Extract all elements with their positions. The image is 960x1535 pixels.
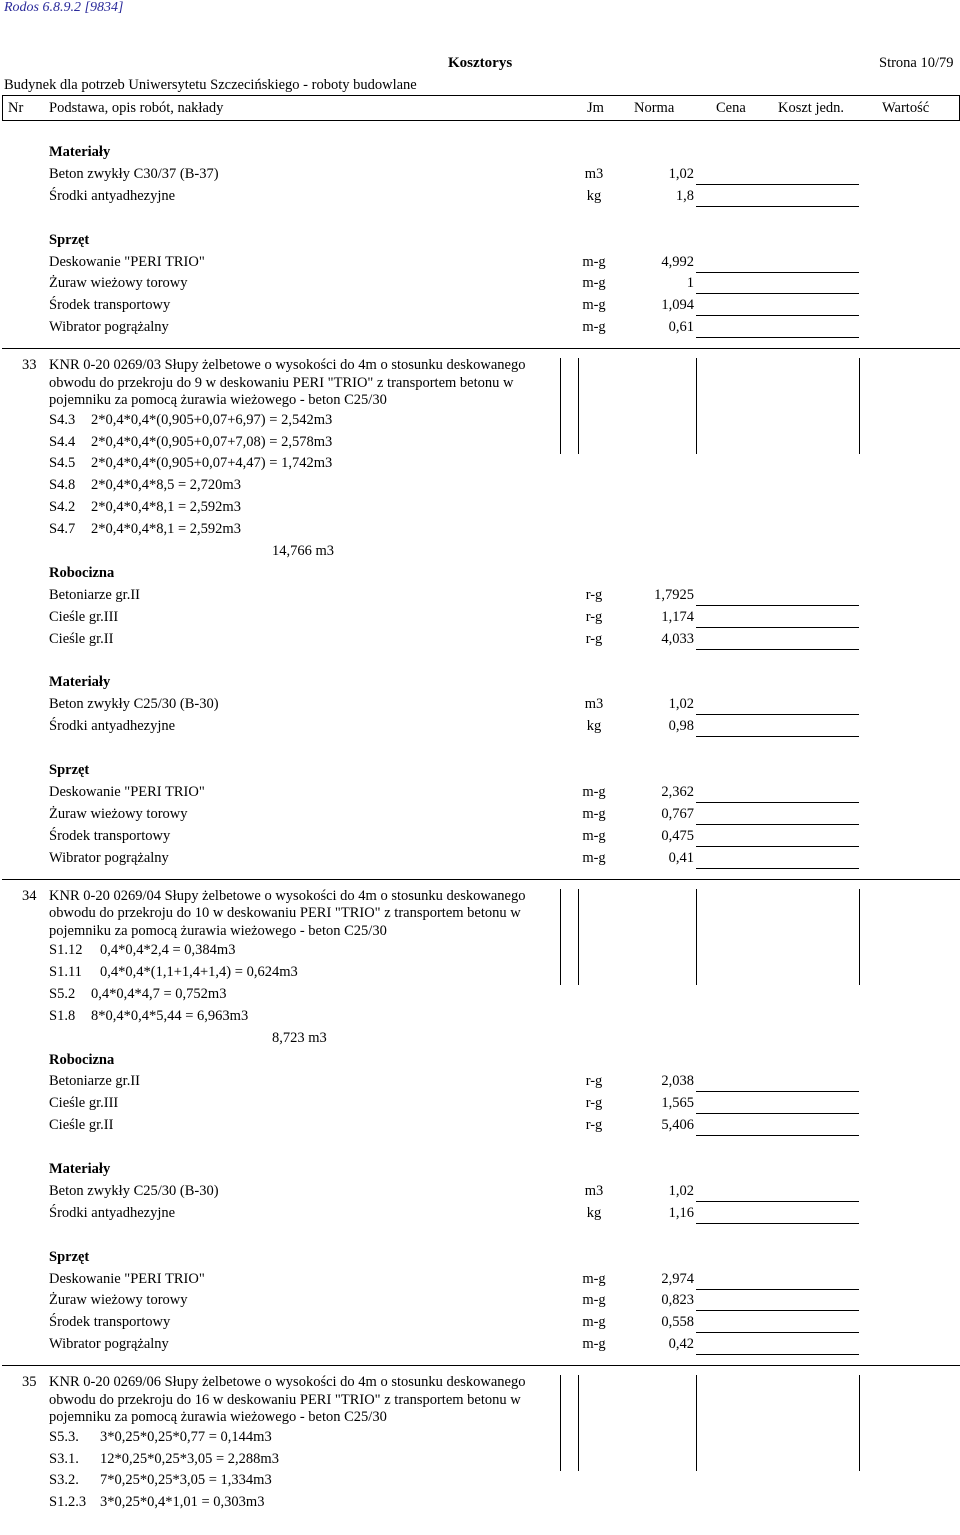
column-header-unit: Jm — [587, 100, 604, 116]
cell-border — [696, 358, 697, 454]
resource-norm: 5,406 — [661, 1117, 694, 1134]
resource-name: Środek transportowy — [49, 827, 171, 844]
position-number: 35 — [22, 1374, 37, 1391]
resource-name: Deskowanie "PERI TRIO" — [49, 253, 205, 270]
cell-underline — [696, 605, 859, 606]
header-left-border — [2, 95, 3, 121]
resource-unit: m-g — [582, 319, 606, 336]
resource-name: Betoniarze gr.II — [49, 1073, 140, 1090]
page-number: Strona 10/79 — [879, 55, 954, 71]
calculation-formula: 7*0,25*0,25*3,05 = 1,334m3 — [100, 1472, 272, 1489]
resource-norm: 1,02 — [668, 696, 694, 713]
resource-name: Beton zwykły C30/37 (B-37) — [49, 165, 219, 182]
resource-unit: m-g — [582, 1314, 606, 1331]
resource-name: Beton zwykły C25/30 (B-30) — [49, 696, 219, 713]
resource-unit: kg — [586, 1204, 602, 1221]
cell-underline — [696, 184, 859, 185]
resource-unit: r-g — [585, 586, 603, 603]
position-separator — [2, 1365, 960, 1366]
resource-norm: 0,767 — [661, 805, 694, 822]
resource-norm: 1,8 — [675, 187, 694, 204]
resource-norm: 1,16 — [668, 1204, 694, 1221]
resource-norm: 1,565 — [661, 1095, 694, 1112]
resource-norm: 0,41 — [668, 849, 694, 866]
quantity-total: 8,723 m3 — [272, 1029, 327, 1046]
resource-name: Środek transportowy — [49, 1314, 171, 1331]
section-heading: Materiały — [49, 674, 111, 691]
cell-underline — [696, 649, 859, 650]
cell-border — [560, 1375, 561, 1471]
column-header-unit-cost: Koszt jedn. — [778, 100, 845, 116]
calculation-formula: 3*0,25*0,4*1,01 = 0,303m3 — [100, 1494, 265, 1511]
calculation-formula: 8*0,4*0,4*5,44 = 6,963m3 — [91, 1007, 249, 1024]
resource-unit: m-g — [582, 1270, 606, 1287]
cell-border — [696, 889, 697, 985]
cell-underline — [696, 272, 859, 273]
resource-norm: 1,094 — [661, 297, 694, 314]
cell-underline — [696, 736, 859, 737]
document-title: Kosztorys — [448, 55, 513, 71]
resource-unit: m-g — [582, 805, 606, 822]
cell-underline — [696, 714, 859, 715]
resource-unit: m3 — [584, 696, 604, 713]
resource-unit: r-g — [585, 608, 603, 625]
calculation-label: S5.3. — [49, 1428, 79, 1445]
section-heading: Sprzęt — [49, 231, 90, 248]
resource-unit: r-g — [585, 630, 603, 647]
cell-border — [859, 358, 860, 454]
section-heading: Sprzęt — [49, 762, 90, 778]
resource-unit: r-g — [585, 1117, 603, 1134]
calculation-label: S1.8 — [49, 1007, 76, 1024]
resource-name: Środki antyadhezyjne — [49, 187, 176, 204]
resource-norm: 2,362 — [661, 783, 694, 800]
position-number: 33 — [22, 357, 37, 374]
resource-name: Wibrator pogrążalny — [49, 319, 169, 336]
column-header-description: Podstawa, opis robót, nakłady — [49, 100, 224, 116]
position-separator — [2, 879, 960, 880]
resource-unit: m-g — [582, 827, 606, 844]
cell-border — [696, 1375, 697, 1471]
resource-norm: 0,823 — [661, 1292, 694, 1309]
calculation-label: S1.12 — [49, 942, 83, 958]
calculation-formula: 12*0,25*0,25*3,05 = 2,288m3 — [100, 1450, 279, 1467]
position-description: obwodu do przekroju do 16 w deskowaniu PERI "TRIO" z transportem betonu w — [49, 1391, 521, 1408]
resource-name: Środek transportowy — [49, 297, 171, 314]
resource-norm: 4,033 — [661, 630, 694, 647]
calculation-formula: 0,4*0,4*(1,1+1,4+1,4) = 0,624m3 — [100, 963, 298, 980]
app-title: Rodos 6.8.9.2 [9834] — [4, 0, 124, 15]
calculation-label: S1.2.3 — [49, 1494, 87, 1511]
resource-norm: 0,558 — [661, 1314, 694, 1331]
cell-underline — [696, 846, 859, 847]
cell-border — [859, 889, 860, 985]
position-description: KNR 0-20 0269/06 Słupy żelbetowe o wysokości do 4m o stosunku deskowanego — [49, 1374, 526, 1391]
cell-underline — [696, 627, 859, 628]
resource-unit: m-g — [582, 275, 606, 292]
resource-name: Cieśle gr.II — [49, 1117, 114, 1134]
section-heading: Robocizna — [49, 1051, 115, 1068]
resource-unit: kg — [586, 187, 602, 204]
cell-border — [578, 1375, 579, 1471]
resource-norm: 2,974 — [661, 1270, 694, 1287]
section-heading: Materiały — [49, 144, 111, 160]
column-header-price: Cena — [716, 100, 746, 116]
resource-norm: 0,475 — [661, 827, 694, 844]
cell-underline — [696, 1201, 859, 1202]
section-heading: Sprzęt — [49, 1248, 90, 1265]
resource-norm: 2,038 — [661, 1073, 694, 1090]
resource-name: Żuraw wieżowy torowy — [49, 805, 188, 822]
resource-unit: r-g — [585, 1073, 603, 1090]
resource-norm: 1,02 — [668, 1182, 694, 1199]
resource-name: Wibrator pogrążalny — [49, 1336, 169, 1353]
resource-name: Żuraw wieżowy torowy — [49, 1292, 188, 1309]
resource-norm: 1,02 — [668, 165, 694, 182]
calculation-formula: 0,4*0,4*2,4 = 0,384m3 — [100, 942, 236, 958]
resource-unit: m-g — [582, 849, 606, 866]
position-description: obwodu do przekroju do 9 w deskowaniu PERI "TRIO" z transportem betonu w — [49, 374, 514, 391]
resource-name: Środki antyadhezyjne — [49, 1204, 176, 1221]
resource-norm: 0,61 — [668, 319, 694, 336]
calculation-formula: 0,4*0,4*4,7 = 0,752m3 — [91, 985, 227, 1002]
calculation-formula: 2*0,4*0,4*(0,905+0,07+6,97) = 2,542m3 — [91, 411, 333, 428]
resource-name: Deskowanie "PERI TRIO" — [49, 1270, 205, 1287]
column-header-nr: Nr — [8, 100, 24, 116]
resource-name: Betoniarze gr.II — [49, 586, 140, 603]
position-description: obwodu do przekroju do 10 w deskowaniu PERI "TRIO" z transportem betonu w — [49, 905, 521, 921]
calculation-label: S4.4 — [49, 433, 76, 450]
resource-norm: 1,7925 — [654, 586, 694, 603]
position-description: pojemniku za pomocą żurawia wieżowego - beton C25/30 — [49, 1409, 387, 1426]
section-heading: Materiały — [49, 1161, 111, 1177]
resource-name: Cieśle gr.III — [49, 608, 119, 625]
resource-norm: 0,42 — [668, 1336, 694, 1353]
cell-underline — [696, 802, 859, 803]
calculation-formula: 2*0,4*0,4*8,1 = 2,592m3 — [91, 499, 241, 516]
resource-norm: 1 — [686, 275, 694, 292]
resource-unit: m-g — [582, 1292, 606, 1309]
position-description: KNR 0-20 0269/03 Słupy żelbetowe o wysokości do 4m o stosunku deskowanego — [49, 357, 526, 374]
calculation-label: S1.11 — [49, 963, 82, 980]
cell-border — [859, 1375, 860, 1471]
cell-underline — [696, 206, 859, 207]
document-subtitle: Budynek dla potrzeb Uniwersytetu Szczecińskiego - roboty budowlane — [4, 77, 417, 93]
section-heading: Robocizna — [49, 564, 115, 581]
resource-name: Środki antyadhezyjne — [49, 718, 176, 735]
cell-underline — [696, 1223, 859, 1224]
resource-unit: m-g — [582, 1336, 606, 1353]
calculation-formula: 3*0,25*0,25*0,77 = 0,144m3 — [100, 1428, 272, 1445]
calculation-formula: 2*0,4*0,4*(0,905+0,07+4,47) = 1,742m3 — [91, 455, 333, 472]
resource-unit: m-g — [582, 297, 606, 314]
calculation-formula: 2*0,4*0,4*8,5 = 2,720m3 — [91, 477, 241, 494]
calculation-label: S4.7 — [49, 521, 76, 538]
cell-underline — [696, 868, 859, 869]
cell-border — [578, 358, 579, 454]
cell-underline — [696, 1332, 859, 1333]
calculation-label: S5.2 — [49, 985, 76, 1002]
cell-underline — [696, 337, 859, 338]
header-top-border — [2, 95, 960, 96]
resource-name: Deskowanie "PERI TRIO" — [49, 783, 205, 800]
resource-norm: 4,992 — [661, 253, 694, 270]
resource-unit: m3 — [584, 165, 604, 182]
cell-underline — [696, 293, 859, 294]
calculation-formula: 2*0,4*0,4*8,1 = 2,592m3 — [91, 521, 241, 538]
cell-border — [560, 889, 561, 985]
cell-underline — [696, 1289, 859, 1290]
calculation-label: S4.3 — [49, 411, 76, 428]
column-header-value: Wartość — [882, 100, 930, 116]
cell-underline — [696, 824, 859, 825]
column-header-norm: Norma — [634, 100, 675, 116]
resource-name: Żuraw wieżowy torowy — [49, 275, 188, 292]
cell-underline — [696, 1091, 859, 1092]
position-description: pojemniku za pomocą żurawia wieżowego - beton C25/30 — [49, 392, 387, 409]
cell-border — [560, 358, 561, 454]
resource-norm: 0,98 — [668, 718, 694, 735]
resource-name: Cieśle gr.III — [49, 1095, 119, 1112]
cell-underline — [696, 1113, 859, 1114]
calculation-label: S3.2. — [49, 1472, 79, 1489]
position-number: 34 — [22, 887, 37, 904]
position-description: pojemniku za pomocą żurawia wieżowego - beton C25/30 — [49, 922, 387, 939]
cell-underline — [696, 315, 859, 316]
calculation-label: S4.2 — [49, 499, 76, 516]
resource-name: Cieśle gr.II — [49, 630, 114, 647]
resource-name: Beton zwykły C25/30 (B-30) — [49, 1182, 219, 1199]
calculation-label: S4.8 — [49, 477, 76, 494]
calculation-formula: 2*0,4*0,4*(0,905+0,07+7,08) = 2,578m3 — [91, 433, 333, 450]
resource-name: Wibrator pogrążalny — [49, 849, 169, 866]
resource-unit: m-g — [582, 253, 606, 270]
resource-unit: m3 — [584, 1182, 604, 1199]
header-bottom-border — [2, 120, 960, 121]
quantity-total: 14,766 m3 — [272, 543, 335, 559]
cell-underline — [696, 1354, 859, 1355]
resource-unit: kg — [586, 718, 602, 735]
resource-unit: r-g — [585, 1095, 603, 1112]
cell-underline — [696, 1310, 859, 1311]
cell-border — [578, 889, 579, 985]
position-separator — [2, 348, 960, 349]
resource-unit: m-g — [582, 783, 606, 800]
position-description: KNR 0-20 0269/04 Słupy żelbetowe o wysokości do 4m o stosunku deskowanego — [49, 887, 526, 904]
resource-norm: 1,174 — [661, 608, 694, 625]
cell-underline — [696, 1135, 859, 1136]
calculation-label: S4.5 — [49, 455, 76, 472]
calculation-label: S3.1. — [49, 1450, 79, 1467]
